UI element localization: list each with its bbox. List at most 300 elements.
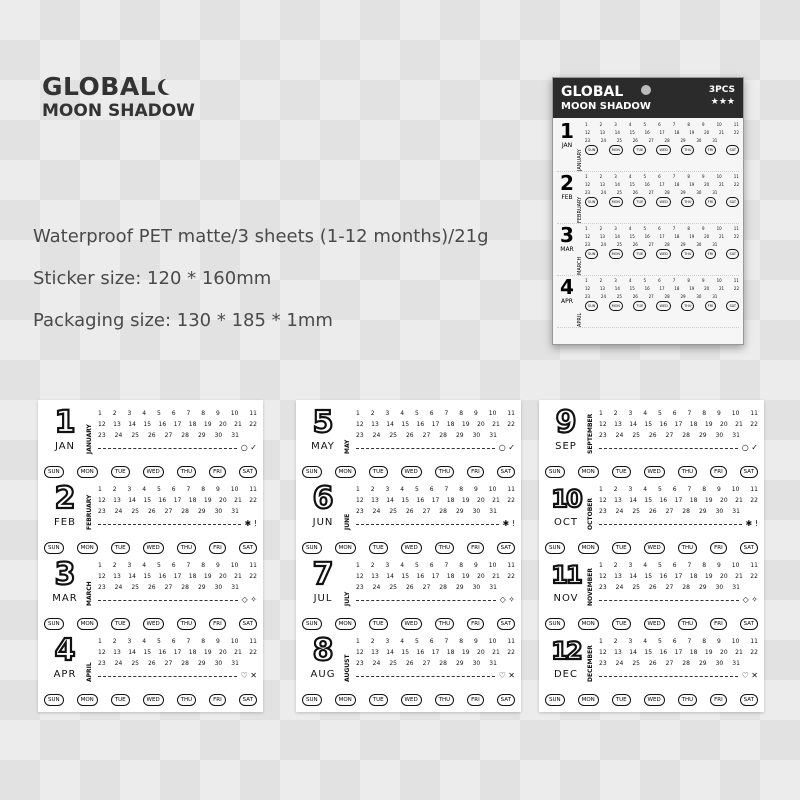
date-cell: 18: [674, 286, 680, 291]
date-cell: 16: [659, 649, 668, 656]
date-cell: 23: [585, 138, 591, 143]
weekday-pill: THU: [177, 618, 197, 630]
date-cell: 12: [356, 497, 364, 504]
date-cell: 28: [682, 432, 690, 439]
date-cell: 22: [507, 497, 515, 504]
date-cell: 13: [371, 497, 379, 504]
date-cell: 16: [416, 649, 425, 656]
date-row: [599, 419, 758, 430]
decoration-row: [356, 669, 515, 681]
date-cell: 9: [717, 562, 721, 569]
weekday-pill: FRI: [467, 542, 484, 554]
weekday-pill: WED: [656, 301, 670, 311]
date-cell: 11: [507, 638, 515, 645]
date-cell: 21: [719, 286, 725, 291]
date-cell: 24: [600, 294, 606, 299]
date-cell: 23: [599, 432, 607, 439]
weekday-pill: THU: [177, 466, 197, 478]
date-row: [599, 571, 758, 582]
weekday-pill: SUN: [302, 694, 322, 706]
date-cell: 3: [628, 486, 633, 493]
date-cell: 26: [632, 242, 638, 247]
date-row: [98, 484, 257, 495]
date-cell: 13: [371, 649, 379, 656]
month-section-jun: [302, 480, 515, 556]
date-row: [599, 430, 758, 441]
date-cell: 9: [702, 122, 705, 127]
weekday-pill: TUE: [633, 145, 646, 155]
date-cell: 7: [444, 562, 449, 569]
date-cell: 17: [674, 421, 683, 428]
date-cell: 12: [599, 497, 607, 504]
weekday-pill: TUE: [612, 542, 631, 554]
decoration-row: [98, 517, 257, 529]
weekday-pill: MON: [609, 197, 623, 207]
date-cell: 9: [717, 410, 721, 417]
date-cell: 21: [234, 421, 242, 428]
date-cell: 9: [216, 638, 220, 645]
date-cell: 7: [687, 486, 692, 493]
package-image: [552, 77, 744, 345]
date-cell: 19: [461, 421, 470, 428]
date-cell: 10: [488, 562, 497, 569]
date-cell: 28: [664, 242, 670, 247]
brand-logo: [42, 74, 195, 122]
date-cell: 27: [164, 584, 173, 591]
date-cell: 15: [644, 649, 653, 656]
date-cell: 29: [455, 660, 464, 667]
wavy-line-icon: [599, 673, 738, 677]
weekday-pill: TUE: [369, 542, 388, 554]
date-cell: 20: [219, 573, 227, 580]
decoration-row: [356, 441, 515, 453]
weekday-pill: SUN: [302, 466, 322, 478]
date-cell: 16: [158, 497, 167, 504]
date-cell: 7: [186, 486, 191, 493]
weekday-pill: THU: [177, 694, 197, 706]
date-cell: 2: [370, 486, 375, 493]
wavy-line-icon: [599, 521, 742, 525]
date-cell: 18: [446, 573, 455, 580]
date-cell: 1: [599, 562, 603, 569]
weekday-pill: SUN: [44, 466, 64, 478]
date-cell: 4: [142, 562, 147, 569]
weekday-pill: THU: [435, 466, 455, 478]
weekday-row: [302, 694, 515, 706]
date-cell: 9: [702, 226, 705, 231]
date-cell: 2: [599, 278, 603, 283]
date-cell: 23: [98, 660, 106, 667]
month-number-value: 9: [555, 405, 577, 440]
date-cell: 31: [712, 138, 718, 143]
date-cell: 24: [600, 138, 606, 143]
date-cell: 31: [712, 294, 718, 299]
weekday-pill: MON: [578, 466, 599, 478]
date-cell: 1: [599, 638, 603, 645]
date-cell: 18: [188, 421, 197, 428]
date-cell: 11: [750, 486, 758, 493]
weekday-row: [302, 542, 515, 554]
date-cell: 27: [665, 660, 674, 667]
date-cell: 5: [157, 410, 161, 417]
date-cell: 6: [672, 486, 677, 493]
date-cell: 14: [128, 649, 136, 656]
date-cell: 2: [613, 486, 618, 493]
weekday-pill: FRI: [705, 249, 716, 259]
package-month-mar: [557, 224, 739, 276]
date-cell: 26: [648, 508, 657, 515]
month-number: 3: [560, 223, 574, 247]
date-cell: 1: [356, 638, 360, 645]
package-month-number: [557, 120, 577, 171]
date-cell: 20: [477, 649, 485, 656]
date-cell: 30: [214, 432, 223, 439]
date-cell: 18: [188, 497, 197, 504]
weekday-pill: WED: [143, 466, 164, 478]
weekday-pill: THU: [177, 542, 197, 554]
date-cell: 12: [98, 573, 106, 580]
date-cell: 8: [459, 486, 464, 493]
date-cell: 26: [147, 508, 156, 515]
date-cell: 14: [629, 497, 637, 504]
date-cell: 8: [702, 410, 707, 417]
date-cell: 20: [720, 421, 728, 428]
month-abbr: APR: [561, 298, 573, 305]
date-cell: 4: [142, 486, 147, 493]
date-cell: 13: [371, 421, 379, 428]
weekday-pill: MON: [578, 694, 599, 706]
date-cell: 15: [401, 497, 410, 504]
date-cell: 30: [715, 584, 724, 591]
date-cell: 11: [733, 278, 739, 283]
date-row: [585, 181, 739, 189]
month-full-name: SEPTEMBER: [587, 413, 594, 454]
date-cell: 17: [659, 234, 665, 239]
date-cell: 22: [249, 649, 257, 656]
date-cell: 8: [702, 562, 707, 569]
month-full-name: AUGUST: [344, 654, 351, 682]
date-cell: 18: [446, 649, 455, 656]
date-cell: 25: [131, 432, 139, 439]
month-section-feb: [44, 480, 257, 556]
date-cell: 13: [614, 421, 622, 428]
date-cell: 12: [585, 182, 591, 187]
date-cell: 10: [716, 278, 722, 283]
wavy-line-icon: [356, 521, 499, 525]
date-cell: 5: [415, 562, 419, 569]
date-row: [356, 506, 515, 517]
weekday-pill: THU: [678, 466, 698, 478]
date-cell: 1: [599, 410, 603, 417]
deco-symbols: ○ ✓: [741, 442, 758, 452]
date-row: [599, 495, 758, 506]
date-cell: 1: [356, 486, 360, 493]
date-cell: 26: [405, 584, 414, 591]
weekday-pill: FRI: [705, 197, 716, 207]
month-number-value: 6: [312, 481, 334, 516]
moon-icon: [162, 78, 178, 94]
date-cell: 5: [415, 638, 419, 645]
date-cell: 14: [614, 286, 620, 291]
date-grid: [585, 276, 739, 327]
date-cell: 6: [429, 562, 434, 569]
date-cell: 27: [665, 432, 674, 439]
date-cell: 3: [385, 486, 390, 493]
date-cell: 12: [585, 130, 591, 135]
date-cell: 23: [599, 660, 607, 667]
date-cell: 17: [431, 649, 440, 656]
date-cell: 10: [230, 638, 239, 645]
date-cell: 14: [614, 130, 620, 135]
date-cell: 13: [113, 649, 121, 656]
date-cell: 29: [197, 660, 206, 667]
month-full-name: APRIL: [577, 312, 583, 327]
date-cell: 14: [614, 234, 620, 239]
month-number-value: 12: [551, 637, 581, 665]
date-cell: 12: [98, 649, 106, 656]
package-title: GLOBAL: [561, 84, 624, 100]
date-cell: 16: [659, 573, 668, 580]
month-full-name: OCTOBER: [587, 498, 594, 530]
date-cell: 3: [385, 410, 390, 417]
date-cell: 20: [477, 497, 485, 504]
date-cell: 29: [680, 242, 686, 247]
date-cell: 5: [658, 562, 662, 569]
date-row: [599, 484, 758, 495]
deco-symbols: ♡ ✕: [741, 670, 758, 680]
date-cell: 23: [585, 190, 591, 195]
date-cell: 9: [474, 638, 478, 645]
deco-symbols: ○ ✓: [498, 442, 515, 452]
date-cell: 12: [599, 573, 607, 580]
date-cell: 3: [385, 638, 390, 645]
date-cell: 20: [704, 286, 710, 291]
weekday-pill: SUN: [545, 466, 565, 478]
month-number-value: 3: [54, 557, 76, 592]
date-cell: 4: [142, 638, 147, 645]
date-cell: 30: [696, 190, 702, 195]
date-cell: 27: [164, 432, 173, 439]
date-cell: 13: [599, 130, 605, 135]
date-cell: 8: [201, 410, 206, 417]
date-cell: 8: [687, 122, 690, 127]
date-cell: 13: [371, 573, 379, 580]
weekday-pill: SUN: [545, 542, 565, 554]
date-cell: 23: [98, 584, 106, 591]
month-section-apr: [44, 632, 257, 708]
date-cell: 2: [599, 226, 603, 231]
decoration-row: [356, 517, 515, 529]
date-cell: 1: [98, 410, 102, 417]
date-cell: 19: [704, 497, 713, 504]
date-row: [585, 121, 739, 129]
date-cell: 3: [127, 638, 132, 645]
weekday-pill: TUE: [612, 618, 631, 630]
date-cell: 30: [472, 508, 481, 515]
weekday-row: [44, 694, 257, 706]
date-cell: 30: [472, 432, 481, 439]
date-cell: 13: [113, 497, 121, 504]
date-cell: 22: [733, 182, 739, 187]
date-cell: 21: [492, 421, 500, 428]
package-badge: 3PCS ★★★: [708, 85, 735, 107]
date-cell: 19: [704, 421, 713, 428]
deco-symbols: ♡ ✕: [498, 670, 515, 680]
date-cell: 16: [158, 421, 167, 428]
weekday-pill: TUE: [111, 694, 130, 706]
weekday-pill: FRI: [209, 542, 226, 554]
date-cell: 28: [682, 660, 690, 667]
date-cell: 4: [643, 562, 648, 569]
spec-packaging-size: Packaging size: 130 * 185 * 1mm: [33, 310, 333, 331]
date-cell: 7: [687, 638, 692, 645]
date-cell: 25: [632, 508, 640, 515]
weekday-pill: SAT: [497, 542, 515, 554]
date-cell: 18: [689, 649, 698, 656]
date-cell: 8: [459, 638, 464, 645]
date-cell: 18: [446, 421, 455, 428]
weekday-pill: THU: [435, 542, 455, 554]
date-cell: 2: [112, 638, 117, 645]
weekday-pill: SUN: [44, 542, 64, 554]
date-cell: 21: [735, 497, 743, 504]
date-cell: 28: [181, 508, 189, 515]
weekday-pill: FRI: [209, 618, 226, 630]
date-cell: 20: [477, 573, 485, 580]
date-cell: 31: [231, 432, 239, 439]
date-cell: 16: [659, 497, 668, 504]
weekday-pill: THU: [678, 694, 698, 706]
date-cell: 24: [615, 584, 624, 591]
date-cell: 20: [477, 421, 485, 428]
date-cell: 7: [444, 638, 449, 645]
month-section-sep: [545, 404, 758, 480]
package-month-jan: [557, 120, 739, 172]
date-row: [98, 582, 257, 593]
date-cell: 25: [389, 508, 397, 515]
date-cell: 20: [704, 182, 710, 187]
weekday-pill: SAT: [497, 618, 515, 630]
date-cell: 16: [644, 130, 650, 135]
weekday-pill: MON: [77, 466, 98, 478]
date-row: [356, 495, 515, 506]
date-cell: 8: [459, 410, 464, 417]
date-cell: 21: [719, 234, 725, 239]
decoration-row: [599, 441, 758, 453]
date-cell: 6: [429, 486, 434, 493]
date-cell: 22: [750, 421, 758, 428]
date-cell: 4: [628, 226, 632, 231]
date-cell: 13: [599, 182, 605, 187]
deco-symbols: ♡ ✕: [240, 670, 257, 680]
date-row: [356, 571, 515, 582]
brand-line2: MOON SHADOW: [42, 101, 195, 121]
date-cell: 21: [234, 573, 242, 580]
wavy-line-icon: [98, 597, 238, 601]
date-cell: 8: [201, 486, 206, 493]
date-cell: 23: [356, 508, 364, 515]
month-full-name: FEBRUARY: [577, 196, 583, 223]
month-number-value: 1: [54, 405, 76, 440]
date-cell: 22: [750, 573, 758, 580]
package-subtitle: MOON SHADOW: [561, 101, 651, 112]
month-abbr: MAR: [52, 593, 78, 604]
date-cell: 26: [147, 660, 156, 667]
date-cell: 14: [128, 573, 136, 580]
date-cell: 21: [735, 421, 743, 428]
date-cell: 11: [249, 562, 257, 569]
date-cell: 18: [188, 649, 197, 656]
date-cell: 14: [128, 421, 136, 428]
date-cell: 29: [680, 138, 686, 143]
date-cell: 29: [680, 190, 686, 195]
date-cell: 23: [356, 660, 364, 667]
date-cell: 5: [157, 638, 161, 645]
date-cell: 5: [157, 486, 161, 493]
weekday-pill: TUE: [111, 618, 130, 630]
weekday-pill: SAT: [740, 542, 758, 554]
date-cell: 8: [702, 638, 707, 645]
weekday-pill: THU: [678, 618, 698, 630]
wavy-line-icon: [356, 673, 495, 677]
weekday-pill: WED: [143, 542, 164, 554]
date-cell: 31: [231, 584, 239, 591]
date-cell: 10: [731, 562, 740, 569]
date-cell: 13: [614, 649, 622, 656]
date-cell: 24: [114, 584, 123, 591]
date-cell: 11: [249, 638, 257, 645]
date-grid: [585, 224, 739, 275]
date-cell: 12: [356, 421, 364, 428]
month-full-name: DECEMBER: [587, 645, 594, 682]
sticker-sheet-1: [38, 400, 263, 712]
sticker-sheet-3: [539, 400, 764, 712]
date-cell: 6: [171, 410, 176, 417]
spec-material: Waterproof PET matte/3 sheets (1-12 months)/21g: [33, 226, 489, 247]
date-cell: 31: [732, 432, 740, 439]
weekday-pill: THU: [681, 301, 694, 311]
month-full-name: FEBRUARY: [86, 494, 93, 530]
date-cell: 17: [674, 573, 683, 580]
month-section-jul: [302, 556, 515, 632]
date-cell: 16: [158, 573, 167, 580]
month-abbr: JUL: [313, 593, 333, 604]
date-cell: 18: [446, 497, 455, 504]
weekday-pill: TUE: [369, 618, 388, 630]
date-cell: 23: [599, 508, 607, 515]
date-cell: 17: [173, 573, 182, 580]
date-cell: 6: [171, 486, 176, 493]
date-cell: 27: [648, 138, 654, 143]
weekday-pill: FRI: [710, 694, 727, 706]
date-cell: 26: [648, 584, 657, 591]
date-cell: 23: [356, 432, 364, 439]
date-cell: 2: [613, 410, 618, 417]
date-cell: 29: [197, 508, 206, 515]
wavy-line-icon: [356, 445, 495, 449]
date-cell: 27: [648, 294, 654, 299]
spec-sticker-size: Sticker size: 120 * 160mm: [33, 268, 272, 289]
weekday-pill: SUN: [302, 618, 322, 630]
weekday-pill: TUE: [111, 542, 130, 554]
date-cell: 15: [143, 573, 152, 580]
date-cell: 7: [186, 562, 191, 569]
month-number-value: 7: [312, 557, 334, 592]
date-cell: 9: [216, 486, 220, 493]
month-number: 1: [560, 119, 574, 143]
date-row: [98, 408, 257, 419]
date-cell: 25: [616, 294, 622, 299]
